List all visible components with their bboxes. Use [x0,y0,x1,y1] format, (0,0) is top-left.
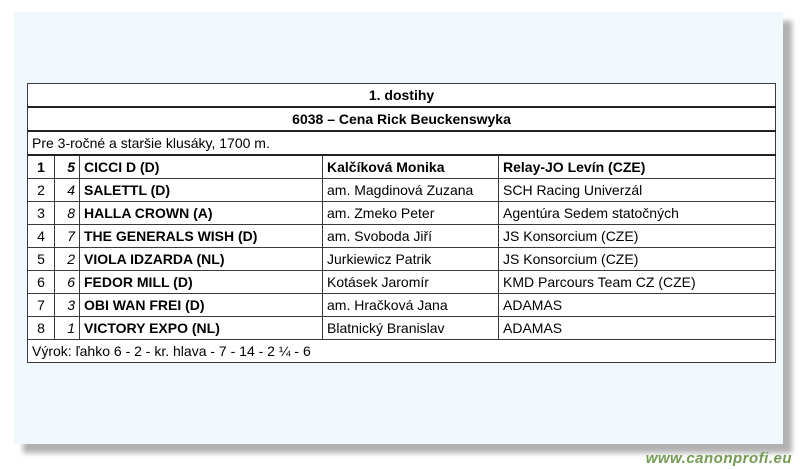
position-cell: 7 [28,294,55,317]
watermark-url: www.canonprofi.eu [645,450,792,467]
race-number-title: 1. dostihy [28,84,776,108]
race-verdict: Výrok: ľahko 6 - 2 - kr. hlava - 7 - 14 - 2 ¼ - 6 [28,340,776,363]
owner-cell: Relay-JO Levín (CZE) [499,155,776,179]
horse-name-cell: FEDOR MILL (D) [80,271,323,294]
result-row [28,271,776,294]
start-number-cell: 3 [55,294,80,317]
horse-name-cell: VICTORY EXPO (NL) [80,317,323,340]
owner-cell: SCH Racing Univerzál [499,179,776,202]
start-number-cell: 6 [55,271,80,294]
owner-cell: ADAMAS [499,294,776,317]
horse-name-cell: VIOLA IDZARDA (NL) [80,248,323,271]
start-number-cell: 7 [55,225,80,248]
driver-cell: am. Magdinová Zuzana [323,179,499,202]
result-row [28,155,776,179]
position-cell: 1 [28,155,55,179]
verdict-row [28,340,776,363]
position-cell: 3 [28,202,55,225]
owner-cell: ADAMAS [499,317,776,340]
start-number-cell: 1 [55,317,80,340]
document-page [14,12,783,444]
owner-cell: KMD Parcours Team CZ (CZE) [499,271,776,294]
horse-name-cell: HALLA CROWN (A) [80,202,323,225]
horse-name-cell: OBI WAN FREI (D) [80,294,323,317]
driver-cell: Blatnický Branislav [323,317,499,340]
race-title-row [28,84,776,108]
horse-name-cell: THE GENERALS WISH (D) [80,225,323,248]
owner-cell: Agentúra Sedem statočných [499,202,776,225]
position-cell: 4 [28,225,55,248]
position-cell: 2 [28,179,55,202]
driver-cell: am. Svoboda Jiří [323,225,499,248]
result-row [28,225,776,248]
start-number-cell: 8 [55,202,80,225]
driver-cell: am. Hračková Jana [323,294,499,317]
driver-cell: Kotásek Jaromír [323,271,499,294]
result-row [28,179,776,202]
horse-name-cell: CICCI D (D) [80,155,323,179]
driver-cell: Kalčíková Monika [323,155,499,179]
race-conditions-row [28,131,776,155]
race-name-row [28,107,776,131]
race-conditions: Pre 3-ročné a staršie klusáky, 1700 m. [28,131,776,155]
result-row [28,294,776,317]
result-row [28,248,776,271]
result-row [28,317,776,340]
position-cell: 6 [28,271,55,294]
race-results-table [27,83,776,363]
race-name: 6038 – Cena Rick Beuckenswyka [28,107,776,131]
start-number-cell: 2 [55,248,80,271]
position-cell: 8 [28,317,55,340]
start-number-cell: 4 [55,179,80,202]
start-number-cell: 5 [55,155,80,179]
position-cell: 5 [28,248,55,271]
owner-cell: JS Konsorcium (CZE) [499,225,776,248]
driver-cell: am. Zmeko Peter [323,202,499,225]
result-row [28,202,776,225]
horse-name-cell: SALETTL (D) [80,179,323,202]
driver-cell: Jurkiewicz Patrik [323,248,499,271]
owner-cell: JS Konsorcium (CZE) [499,248,776,271]
